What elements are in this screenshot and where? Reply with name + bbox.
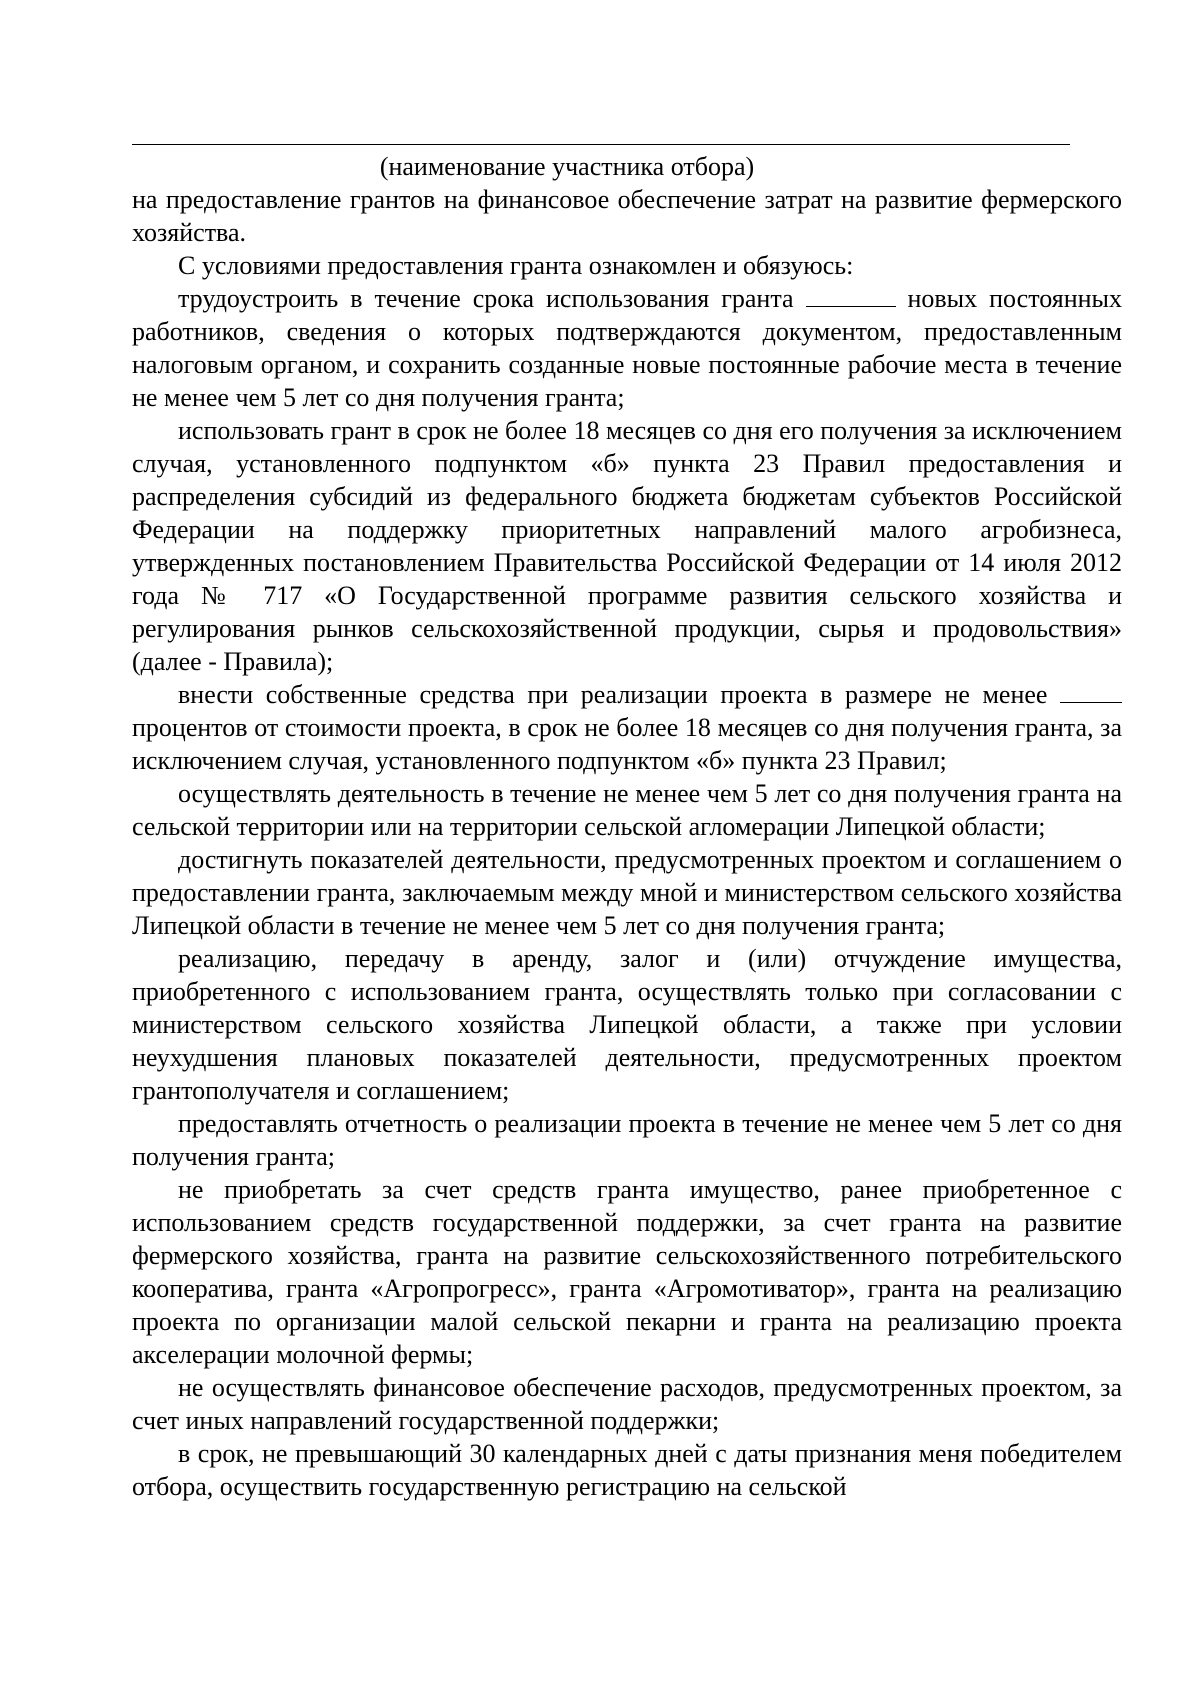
- obligation-employment-text-start: трудоустроить в течение срока использования гранта: [178, 284, 794, 313]
- obligation-own-funds: [132, 678, 1122, 777]
- obligation-reporting: предоставлять отчетность о реализации проекта в течение не менее чем 5 лет со дня получения гранта;: [132, 1109, 1122, 1171]
- obligation-property: реализацию, передачу в аренду, залог и (или) отчуждение имущества, приобретенного с использованием гранта, осуществлять только при согласовании с министерством сельского хозяйства Липецкой области, а также при условии неухудшения плановых показателей деятельности, предусмотренных проектом грантополучателя и соглашением;: [132, 944, 1122, 1105]
- document-page: [132, 126, 1122, 1503]
- obligation-no-repurchase: не приобретать за счет средств гранта имущество, ранее приобретенное с использованием средств государственной поддержки, за счет гранта на развитие фермерского хозяйства, гранта на развитие сельскохозяйственного потребительского кооператива, гранта «Агропрогресс», гранта «Агромотиватор», гранта на реализацию проекта по организации малой сельской пекарни и гранта на реализацию проекта акселерации молочной фермы;: [132, 1175, 1122, 1369]
- participant-name-caption: (наименование участника отбора): [379, 152, 755, 181]
- obligation-activity-period: осуществлять деятельность в течение не менее чем 5 лет со дня получения гранта на сельской территории или на территории сельской агломерации Липецкой области;: [132, 779, 1122, 841]
- obligation-own-funds-text-end: процентов от стоимости проекта, в срок не более 18 месяцев со дня получения гранта, за исключением случая, установленного подпунктом «б» пункта 23 Правил;: [132, 713, 1122, 775]
- obligation-indicators: достигнуть показателей деятельности, предусмотренных проектом и соглашением о предоставлении гранта, заключаемым между мной и министерством сельского хозяйства Липецкой области в течение не менее чем 5 лет со дня получения гранта;: [132, 845, 1122, 940]
- obligation-own-funds-text-start: внести собственные средства при реализации проекта в размере не менее: [178, 680, 1048, 709]
- obligation-employment: [132, 282, 1122, 414]
- obligation-grant-usage: использовать грант в срок не более 18 месяцев со дня его получения за исключением случая, установленного подпунктом «б» пункта 23 Правил предоставления и распределения субсидий из федерального бюджета бюджетам субъектов Российской Федерации на поддержку приоритетных направлений малого агробизнеса, утвержденных постановлением Правительства Российской Федерации от 14 июля 2012 года № 717 «О Государственной программе развития сельского хозяйства и регулирования рынков сельскохозяйственной продукции, сырья и продовольствия» (далее - Правила);: [132, 416, 1122, 676]
- intro-paragraph: на предоставление грантов на финансовое обеспечение затрат на развитие фермерского хозяйства.: [132, 185, 1122, 247]
- percent-blank[interactable]: [1060, 680, 1122, 703]
- obligation-no-double-funding: не осуществлять финансовое обеспечение расходов, предусмотренных проектом, за счет иных направлений государственной поддержки;: [132, 1373, 1122, 1435]
- employees-count-blank[interactable]: [806, 284, 896, 307]
- conditions-intro: С условиями предоставления гранта ознакомлен и обязуюсь:: [178, 251, 854, 280]
- obligation-registration: в срок, не превышающий 30 календарных дней с даты признания меня победителем отбора, осуществить государственную регистрацию на сельской: [132, 1439, 1122, 1501]
- obligation-employment-text-end: новых постоянных работников, сведения о которых подтверждаются документом, предоставленным налоговым органом, и сохранить созданные новые постоянные рабочие места в течение не менее чем 5 лет со дня получения гранта;: [132, 284, 1122, 412]
